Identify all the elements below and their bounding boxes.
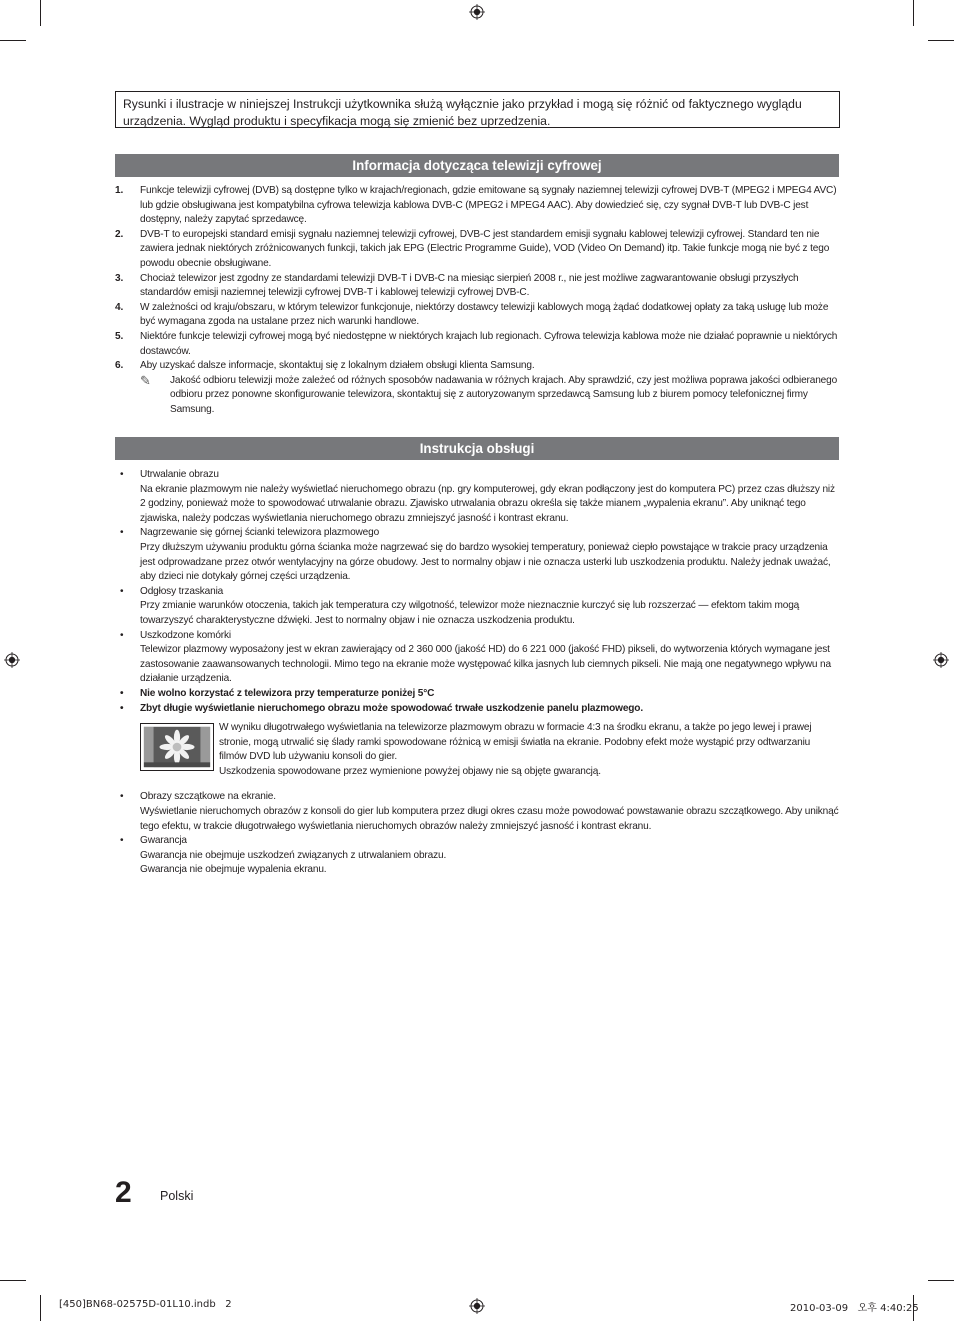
footer-file-info: [450]BN68-02575D-01L10.indb 2 — [59, 1299, 232, 1310]
instructions-list — [115, 468, 839, 878]
note-pencil-icon: ✎ — [140, 372, 151, 388]
item-text: Telewizor plazmowy wyposażony jest w ekran zawierający od 2 360 000 (jakość HD) do 6 221 000 (jakość FHD) pikseli, do wytworzenia których wymagane jest zastosowanie zaawansowanych technologii. Mimo tego na ekranie może występować kilka jasnych lub ciemnych pikseli. Nie mają one negatywnego wpływu na działanie urządzenia. — [140, 644, 831, 685]
crop-mark — [928, 40, 954, 41]
item-text: DVB-T to europejski standard emisji sygnału naziemnej telewizji cyfrowej, DVB-C jest standardem emisji sygnału kablowej telewizji cyfrowej. Standard ten nie zawiera jednak niektórych zróżnicowanych funkcji, takich jak EPG (Electric Programme Guide), VOD (Video On Demand) itp. Takie funkcje mogą nie być z tego powodu obecnie obsługiwane. — [140, 228, 830, 269]
crop-mark — [0, 1280, 26, 1281]
list-item — [115, 629, 839, 687]
section-title-instructions: Instrukcja obsługi — [115, 437, 839, 460]
item-number: 4. — [115, 301, 124, 313]
item-number: 1. — [115, 185, 124, 196]
item-text: Wyświetlanie nieruchomych obrazów z konsoli do gier lub komputera przez długi okres czasu może powodować powstawanie obrazu szczątkowego. Aby uniknąć tego efektu, w trakcie długotrwałego wyświetlania nieruchomych obrazów należy zmniejszyć jasność i kontrast ekranu. — [140, 806, 839, 832]
crop-mark — [0, 40, 26, 41]
list-item — [115, 184, 839, 228]
burn-in-description: W wyniku długotrwałego wyświetlania na telewizorze plazmowym obrazu w formacie 4:3 na środku ekranu, a także po jego lewej i prawej stronie, mogą utrwalić się ślady ramki spowodowane różnicą w emisji światła na ekranie. Podobny efekt może wystąpić przy odtwarzaniu filmów DVD lub używaniu konsoli do gier. — [219, 722, 812, 763]
warranty-note: Uszkodzenia spowodowane przez wymienione powyżej objawy nie są objęte gwarancją. — [219, 765, 601, 777]
crop-mark — [40, 1295, 41, 1321]
section-title-digital-tv: Informacja dotycząca telewizji cyfrowej — [115, 154, 839, 177]
bullet-icon: • — [120, 791, 124, 803]
bullet-icon: • — [120, 702, 124, 714]
bullet-icon: • — [120, 469, 124, 480]
note — [115, 374, 839, 418]
item-text: Przy dłuższym używaniu produktu górna ścianka może nagrzewać się do bardzo wysokiej temperatury, ponieważ ciepło powstające w trakcie pracy urządzenia jest odprowadzane przez otwór wentylacyjny na górze obudowy. Jest to normalny objaw i nie oznacza usterki lub uszkodzenia produktu. Należy jednak uważać, aby dzieci nie dotykały górnej części urządzenia. — [140, 541, 831, 583]
list-item — [115, 330, 839, 359]
registration-mark-icon — [469, 1298, 485, 1314]
list-item — [115, 790, 839, 834]
footer-timestamp: 2010-03-09 오후 4:40:25 — [790, 1303, 919, 1314]
item-text: Niektóre funkcje telewizji cyfrowej mogą być niedostępne w niektórych krajach lub regionach. Cyfrowa telewizja kablowa może nie działać poprawnie u niektórych dostawców. — [140, 330, 838, 357]
item-number: 6. — [115, 360, 124, 372]
list-item — [115, 272, 839, 301]
bullet-icon: • — [120, 629, 124, 641]
list-item — [115, 702, 839, 717]
list-item — [115, 468, 839, 526]
list-item — [115, 301, 839, 330]
list-item — [115, 687, 839, 702]
item-title: Zbyt długie wyświetlanie nieruchomego obrazu może spowodować trwałe uszkodzenie panelu plazmowego. — [140, 702, 643, 714]
item-text: Gwarancja nie obejmuje uszkodzeń związanych z utrwalaniem obrazu. — [140, 849, 447, 861]
crop-mark — [928, 1280, 954, 1281]
digital-tv-list — [115, 184, 839, 418]
item-title: Gwarancja — [140, 835, 187, 847]
item-title: Nagrzewanie się górnej ścianki telewizora plazmowego — [140, 527, 380, 539]
bullet-icon: • — [120, 687, 124, 699]
bullet-icon: • — [120, 585, 124, 597]
list-item — [115, 359, 839, 374]
list-item — [115, 228, 839, 272]
item-text: Na ekranie plazmowym nie należy wyświetlać nieruchomego obrazu (np. gry komputerowej, gdy ekran podłączony jest do komputera PC) przez czas dłuższy niż 2 godziny, ponieważ może to spowodować utrwalanie obrazu. Zjawisko utrwalania obrazu określa się także mianem „wypalenia ekranu”. Aby uniknąć tego zjawiska, należy podczas wyświetlania nieruchomego obrazu zmniejszyć jasność i kontrast ekranu. — [140, 483, 835, 524]
item-text: Funkcje telewizji cyfrowej (DVB) są dostępne tylko w krajach/regionach, gdzie emitowane są sygnały naziemnej telewizji cyfrowej DVB-T (MPEG2 i MPEG4 AVC) lub gdzie obsługiwana jest kompatybilna cyfrowa telewizja kablowa DVB-C (MPEG2 i MPEG4 AAC). Aby dowiedzieć się, czy sygnał DVB-T lub DVB-C jest dostępny, należy zapytać sprzedawcę. — [140, 185, 837, 226]
bullet-icon: • — [120, 527, 124, 539]
page-number: 2 — [115, 1176, 132, 1209]
item-number: 5. — [115, 330, 124, 342]
list-item — [115, 585, 839, 629]
item-text: Aby uzyskać dalsze informacje, skontaktuj się z lokalnym działem obsługi klienta Samsung. — [140, 360, 535, 372]
registration-mark-icon — [469, 4, 485, 20]
registration-mark-icon — [4, 652, 20, 668]
item-title: Odgłosy trzaskania — [140, 585, 224, 597]
flower-image-thumbnail — [140, 723, 214, 771]
item-text: Chociaż telewizor jest zgodny ze standardami telewizji DVB-T i DVB-C na miesiąc sierpień 2008 r., nie jest możliwe zagwarantowanie obsługi przyszłych standardów emisji naziemnej telewizji cyfrowej DVB-T i kablowej telewizji cyfrowej DVB-C. — [140, 272, 799, 299]
list-item — [115, 526, 839, 584]
item-text: W zależności od kraju/obszaru, w którym telewizor funkcjonuje, niektórzy dostawcy telewizji kablowych mogą żądać dodatkowej opłaty za taką usługę lub może być wymagana zgoda na ustalane przez nich warunki handlowe. — [140, 301, 829, 328]
list-item — [115, 834, 839, 878]
disclaimer-box: Rysunki i ilustracje w niniejszej Instrukcji użytkownika służą wyłącznie jako przykład i mogą się różnić od faktycznego wyglądu urządzenia. Wygląd produktu i specyfikacja mogą się zmienić bez uprzedzenia. — [115, 91, 840, 128]
page-language: Polski — [160, 1189, 194, 1203]
bullet-icon: • — [120, 835, 124, 847]
registration-mark-icon — [933, 652, 949, 668]
item-text: Przy zmianie warunków otoczenia, takich jak temperatura czy wilgotność, telewizor może nieznacznie kurczyć się lub rozszerzać — efektom takim mogą towarzyszyć charakterystyczne dźwięki. Jest to normalny objaw i nie oznacza uszkodzenia produktu. — [140, 600, 800, 626]
item-text: Gwarancja nie obejmuje wypalenia ekranu. — [140, 864, 327, 876]
item-number: 2. — [115, 228, 124, 240]
item-title: Utrwalanie obrazu — [140, 469, 219, 480]
item-title: Obrazy szczątkowe na ekranie. — [140, 791, 276, 803]
crop-mark — [40, 0, 41, 26]
item-title: Nie wolno korzystać z telewizora przy temperaturze poniżej 5°C — [140, 687, 435, 699]
burn-in-example — [140, 721, 839, 779]
note-text: Jakość odbioru telewizji może zależeć od różnych sposobów nadawania w różnych krajach. Aby sprawdzić, czy jest możliwa poprawa jakości odbieranego odbioru przez ponowne skonfigurowanie telewizora, skontaktuj się z autoryzowanym sprzedawcą Samsung lub z biurem pomocy telefonicznej firmy Samsung. — [170, 374, 838, 415]
crop-mark — [913, 0, 914, 26]
item-number: 3. — [115, 272, 124, 284]
item-title: Uszkodzone komórki — [140, 629, 231, 641]
